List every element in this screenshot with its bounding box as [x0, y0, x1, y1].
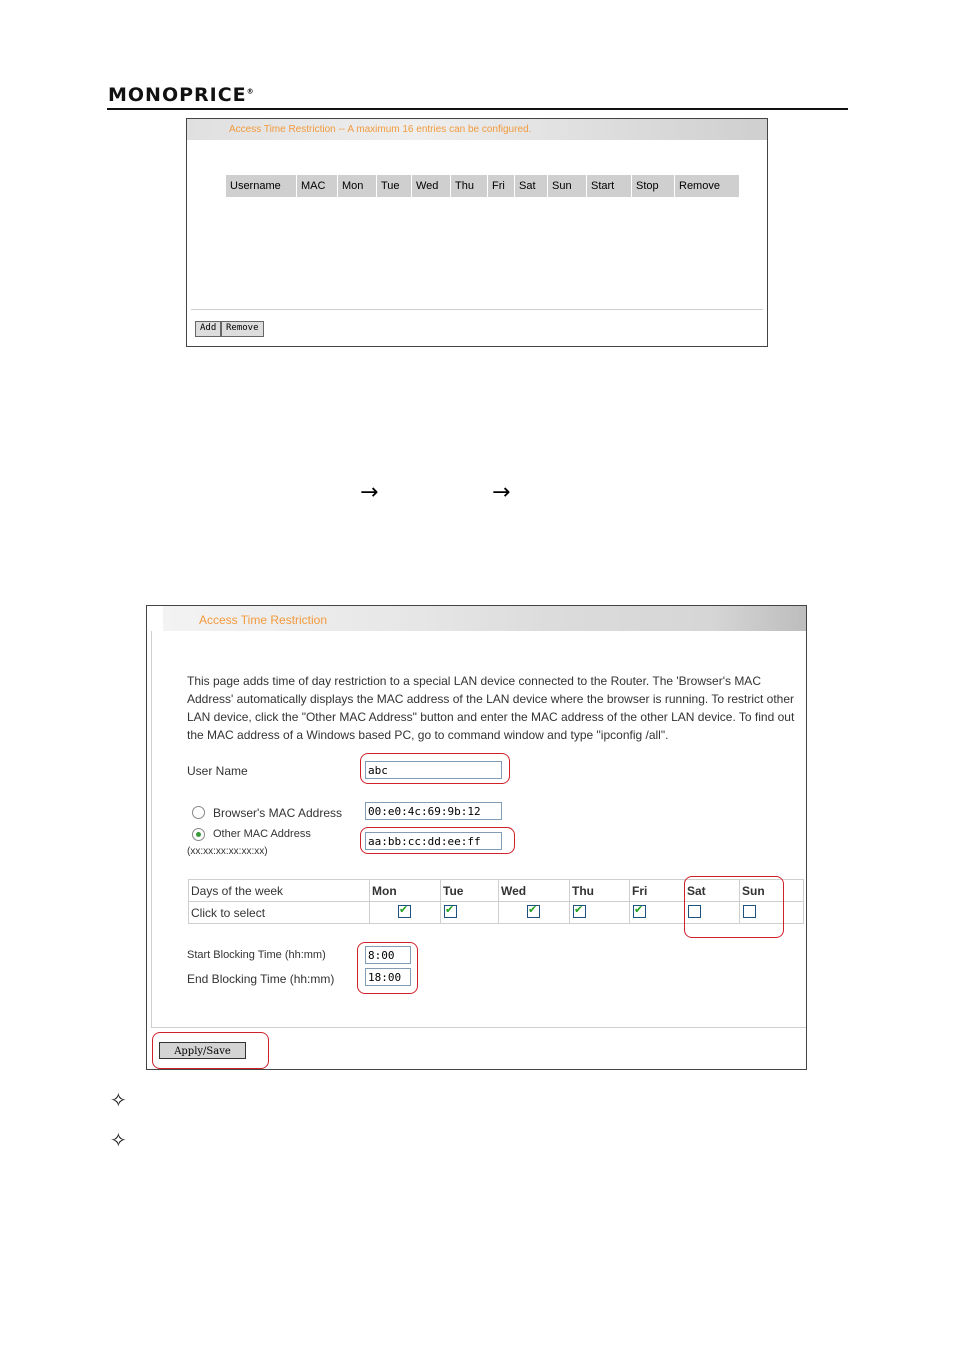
column-header: Mon: [338, 175, 377, 198]
start-time-input[interactable]: 8:00: [365, 946, 411, 964]
highlight-box: [360, 753, 510, 784]
day-checkbox[interactable]: [573, 905, 586, 918]
browser-mac-label: Browser's MAC Address: [213, 806, 342, 820]
divider: [151, 1027, 806, 1028]
column-header: Fri: [488, 175, 515, 198]
column-header: Sun: [548, 175, 587, 198]
access-time-form-screenshot: [146, 605, 807, 1070]
user-name-input[interactable]: abc: [365, 761, 502, 779]
left-border: [151, 631, 152, 1027]
day-header: Tue: [441, 880, 499, 902]
day-header: Wed: [499, 880, 570, 902]
arrow-icon: →: [492, 480, 511, 505]
day-header: Sun: [740, 880, 804, 902]
day-header: Fri: [630, 880, 685, 902]
sparkle-bullet-icon: ✧: [110, 1088, 127, 1112]
form-title: Access Time Restriction: [199, 613, 328, 627]
day-header: Thu: [570, 880, 630, 902]
end-time-label: End Blocking Time (hh:mm): [187, 972, 335, 986]
divider: [191, 309, 763, 310]
highlight-box: [357, 942, 418, 994]
day-checkbox[interactable]: [398, 905, 411, 918]
sparkle-bullet-icon: ✧: [110, 1128, 127, 1152]
arrow-icon: →: [360, 480, 379, 505]
day-header: Mon: [370, 880, 441, 902]
form-title-bar: [163, 606, 806, 631]
other-mac-input[interactable]: aa:bb:cc:dd:ee:ff: [365, 832, 502, 850]
start-time-label: Start Blocking Time (hh:mm): [187, 949, 326, 961]
page-description: This page adds time of day restriction to a special LAN device connected to the Router. The 'Browser's MAC Address' automatically displays the MAC address of the LAN device where the browser is running. To restrict other LAN device, click the "Other MAC Address" button and enter the MAC address of the other LAN device. To find out the MAC address of a Windows based PC, go to command window and type "ipconfig /all".: [187, 674, 795, 742]
mac-format-hint: (xx:xx:xx:xx:xx:xx): [187, 846, 268, 857]
day-checkbox[interactable]: [527, 905, 540, 918]
column-header: Username: [226, 175, 297, 198]
highlight-box: [360, 827, 515, 854]
remove-button[interactable]: Remove: [221, 321, 264, 337]
column-header: MAC: [297, 175, 338, 198]
day-checkbox[interactable]: [633, 905, 646, 918]
list-title: Access Time Restriction -- A maximum 16 entries can be configured.: [229, 124, 532, 135]
list-title-bar: [187, 119, 767, 140]
other-mac-label: Other MAC Address: [213, 828, 311, 840]
day-header: Sat: [685, 880, 740, 902]
column-header: Stop: [632, 175, 675, 198]
day-checkbox[interactable]: [444, 905, 457, 918]
header-rule: [107, 108, 848, 110]
column-header: Wed: [412, 175, 451, 198]
column-header: Tue: [377, 175, 412, 198]
click-label: Click to select: [189, 902, 370, 924]
user-name-label: User Name: [187, 764, 248, 778]
column-header: Sat: [515, 175, 548, 198]
browser-mac-radio[interactable]: [192, 806, 205, 819]
days-label: Days of the week: [189, 880, 370, 902]
access-time-list-screenshot: [186, 118, 768, 347]
browser-mac-input[interactable]: 00:e0:4c:69:9b:12: [365, 802, 502, 820]
highlight-box: [684, 876, 784, 938]
column-header: Remove: [675, 175, 740, 198]
apply-save-button[interactable]: Apply/Save: [159, 1042, 246, 1059]
monoprice-logo: MONOPRICE®: [108, 84, 255, 106]
end-time-input[interactable]: 18:00: [365, 968, 411, 986]
column-header: Thu: [451, 175, 488, 198]
restriction-table: [225, 174, 740, 198]
column-header: Start: [587, 175, 632, 198]
table-header-row: [226, 175, 740, 198]
other-mac-radio[interactable]: [192, 828, 205, 841]
highlight-box: [152, 1032, 269, 1069]
add-button[interactable]: Add: [195, 321, 221, 337]
